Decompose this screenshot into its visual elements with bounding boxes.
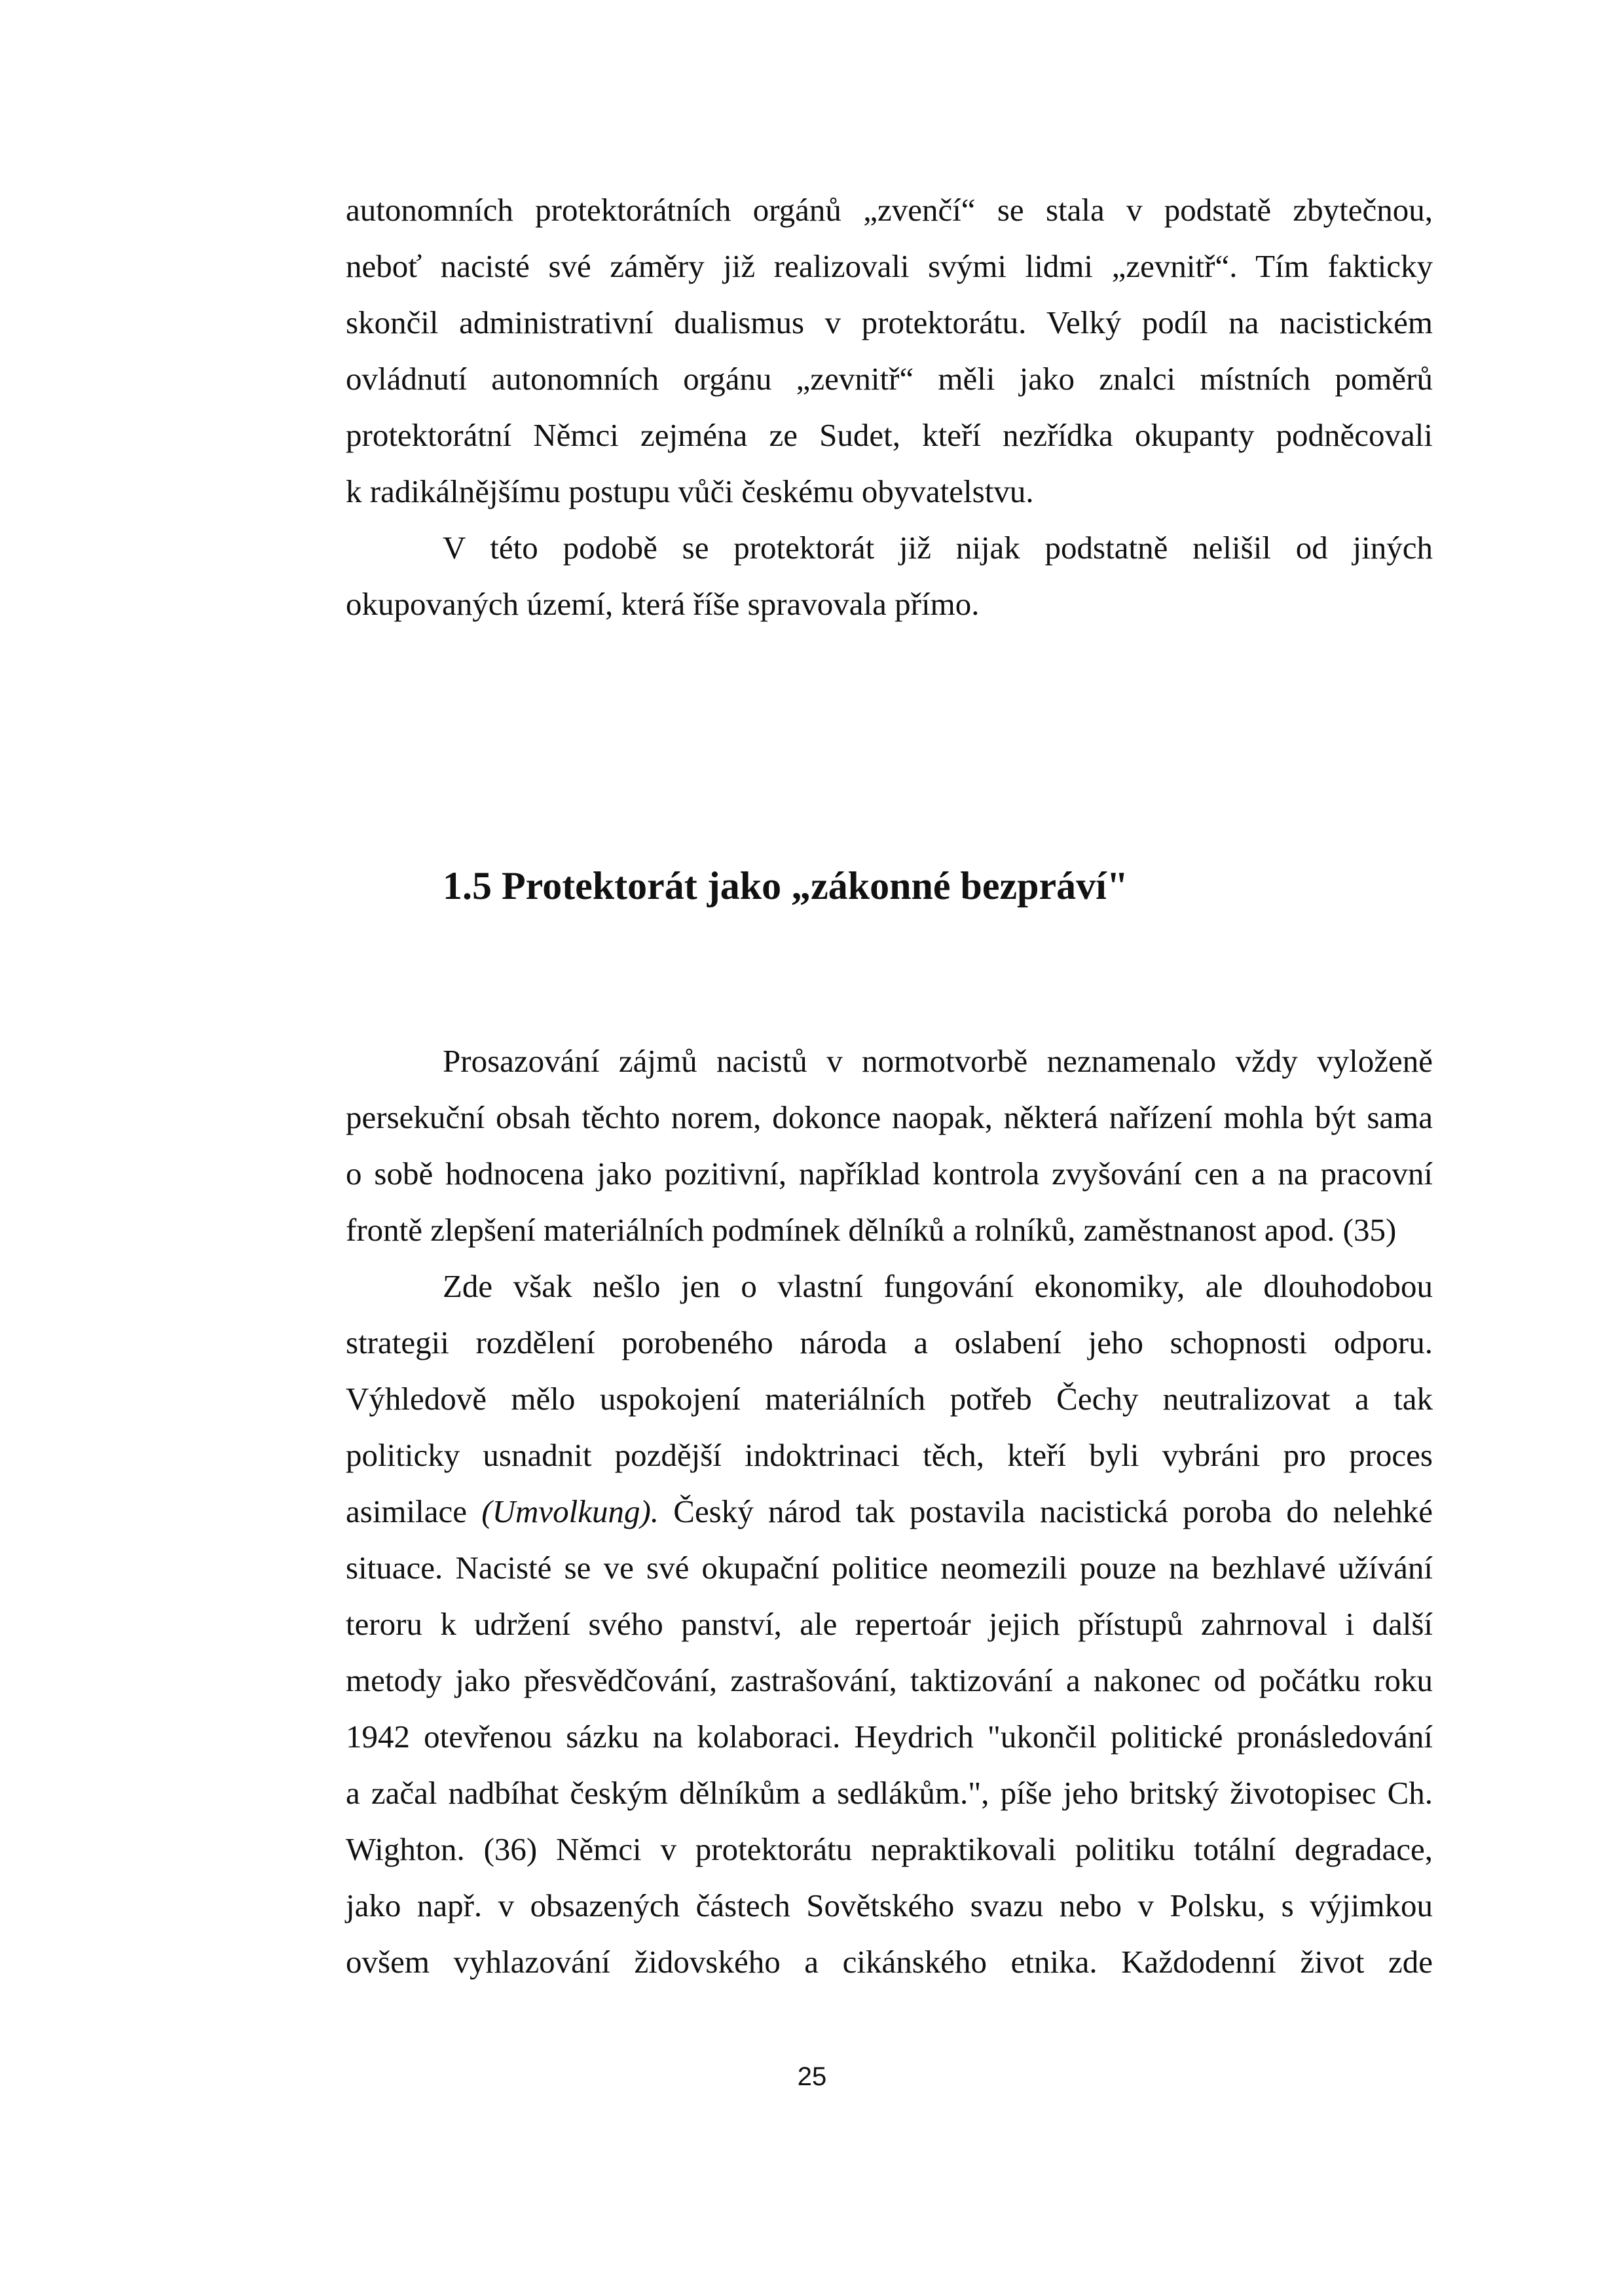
- text-line: skončil administrativní dualismus v protektorátu. Velký podíl na nacistickém: [346, 304, 1433, 340]
- text-line: persekuční obsah těchto norem, dokonce naopak, některá nařízení mohla být sama: [346, 1099, 1433, 1135]
- text-line: a začal nadbíhat českým dělníkům a sedlákům.", píše jeho britský životopisec Ch.: [346, 1775, 1433, 1811]
- page-number: 25: [797, 2062, 827, 2091]
- text-line: metody jako přesvědčování, zastrašování, taktizování a nakonec od počátku roku: [346, 1662, 1433, 1698]
- text-line: frontě zlepšení materiálních podmínek dělníků a rolníků, zaměstnanost apod. (35): [346, 1212, 1397, 1248]
- text-line: ovládnutí autonomních orgánu „zevnitř“ měli jako znalci místních poměrů: [346, 361, 1433, 397]
- text-fragment: Český národ tak postavila nacistická poroba do nelehké: [659, 1493, 1433, 1529]
- text-line: neboť nacisté své záměry již realizovali svými lidmi „zevnitř“. Tím fakticky: [346, 248, 1433, 284]
- text-line: jako např. v obsazených částech Sovětského svazu nebo v Polsku, s výjimkou: [346, 1887, 1433, 1923]
- text-line: o sobě hodnocena jako pozitivní, například kontrola zvyšování cen a na pracovní: [346, 1156, 1433, 1192]
- text-line: teroru k udržení svého panství, ale repertoár jejich přístupů zahrnoval i další: [346, 1606, 1433, 1642]
- text-line: k radikálnějšímu postupu vůči českému obyvatelstvu.: [346, 473, 1034, 509]
- text-line: okupovaných území, která říše spravovala přímo.: [346, 586, 980, 622]
- text-line: 1942 otevřenou sázku na kolaboraci. Heydrich "ukončil politické pronásledování: [346, 1719, 1433, 1755]
- text-line: Wighton. (36) Němci v protektorátu nepraktikovali politiku totální degradace,: [346, 1831, 1433, 1867]
- paragraph-block-1: [346, 182, 1433, 632]
- text-line: situace. Nacisté se ve své okupační politice neomezili pouze na bezhlavé užívání: [346, 1550, 1433, 1586]
- text-line: Výhledově mělo uspokojení materiálních potřeb Čechy neutralizovat a tak: [346, 1381, 1433, 1417]
- text-line: V této podobě se protektorát již nijak podstatně nelišil od jiných: [443, 530, 1433, 566]
- section-heading: 1.5 Protektorát jako „zákonné bezpráví": [443, 864, 1129, 907]
- text-fragment: asimilace: [346, 1493, 482, 1529]
- text-line: politicky usnadnit pozdější indoktrinaci těch, kteří byli vybráni pro proces: [346, 1437, 1433, 1473]
- text-line: [346, 1484, 1433, 1540]
- text-line: autonomních protektorátních orgánů „zvenčí“ se stala v podstatě zbytečnou,: [346, 192, 1433, 228]
- text-line: Prosazování zájmů nacistů v normotvorbě neznamenalo vždy vyloženě: [443, 1043, 1433, 1079]
- text-line: ovšem vyhlazování židovského a cikánského etnika. Každodenní život zde: [346, 1944, 1433, 1980]
- italic-term: (Umvolkung).: [481, 1493, 659, 1529]
- paragraph-block-2: [346, 1033, 1433, 1990]
- text-line: Zde však nešlo jen o vlastní fungování ekonomiky, ale dlouhodobou: [443, 1268, 1433, 1304]
- text-line: protektorátní Němci zejména ze Sudet, kteří nezřídka okupanty podněcovali: [346, 417, 1433, 453]
- text-line: strategii rozdělení porobeného národa a oslabení jeho schopnosti odporu.: [346, 1324, 1433, 1360]
